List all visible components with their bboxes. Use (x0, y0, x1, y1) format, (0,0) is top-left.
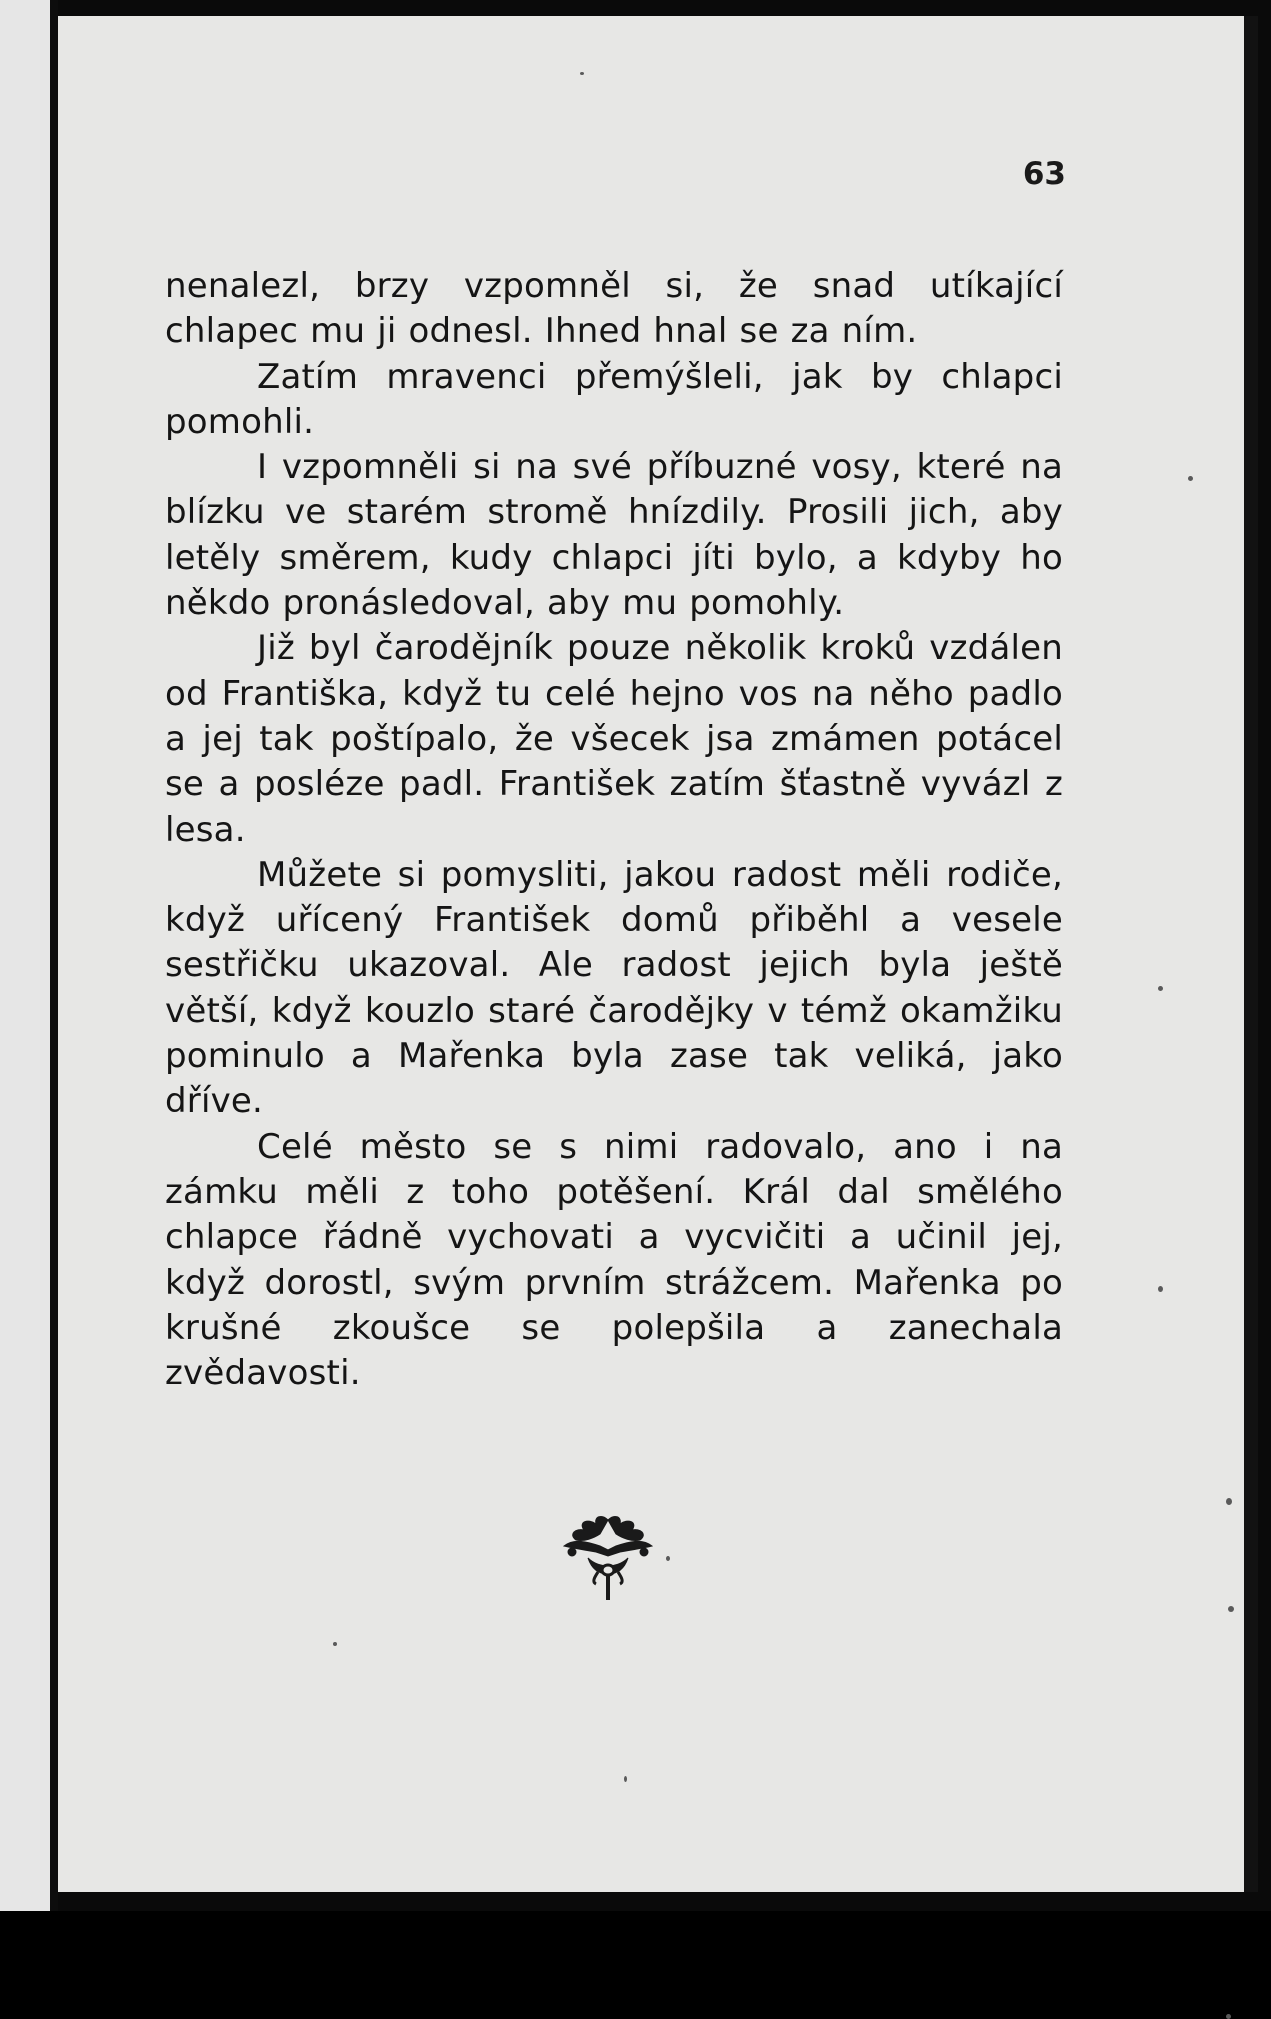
scan-speck (1226, 1498, 1232, 1505)
paragraph-1: nenalezl, brzy vzpomněl si, že snad utíkající chlapec mu ji odnesl. Ihned hnal se za ním. (165, 266, 1063, 352)
page-number: 63 (1022, 156, 1066, 192)
scan-speck (1228, 1606, 1234, 1612)
floral-vignette-icon (558, 1512, 658, 1604)
scan-speck (1188, 476, 1193, 481)
paragraph-4: Již byl čarodějník pouze několik kroků vzdálen od Františka, když tu celé hejno vos na něho padlo a jej tak poštípalo, že všecek jsa zmámen potácel se a posléze padl. František zatím šťastně vyvázl z lesa. (165, 628, 1063, 850)
scan-speck (1158, 986, 1163, 991)
scan-speck (580, 72, 584, 75)
paragraph-5: Můžete si pomysliti, jakou radost měli rodiče, když uřícený František domů přiběhl a vesele sestřičku ukazoval. Ale radost jejich byla ještě větší, když kouzlo staré čarodějky v témž okamžiku pominulo a Mařenka byla zase tak veliká, jako dříve. (165, 854, 1063, 1122)
adjacent-page-edge (0, 0, 58, 1911)
scan-speck (1158, 1286, 1163, 1292)
body-text (165, 264, 1063, 1396)
paragraph-2: Zatím mravenci přemýšleli, jak by chlapci pomohli. (165, 356, 1063, 442)
scan-speck (666, 1556, 670, 1561)
paragraph-6: Celé město se s nimi radovalo, ano i na zámku měli z toho potěšení. Král dal smělého chlapce řádně vychovati a vycvičiti a učinil jej, když dorostl, svým prvním strážcem. Mařenka po krušné zkoušce se polepšila a zanechala zvědavosti. (165, 1126, 1063, 1394)
scan-speck (333, 1642, 337, 1646)
scan-speck (624, 1776, 627, 1782)
book-page (58, 16, 1258, 1892)
scan-speck (1226, 2014, 1231, 2019)
paragraph-3: I vzpomněli si na své příbuzné vosy, které na blízku ve starém stromě hnízdily. Prosili jich, aby letěly směrem, kudy chlapci jíti bylo, a kdyby ho někdo pronásledoval, aby mu pomohly. (165, 447, 1063, 624)
